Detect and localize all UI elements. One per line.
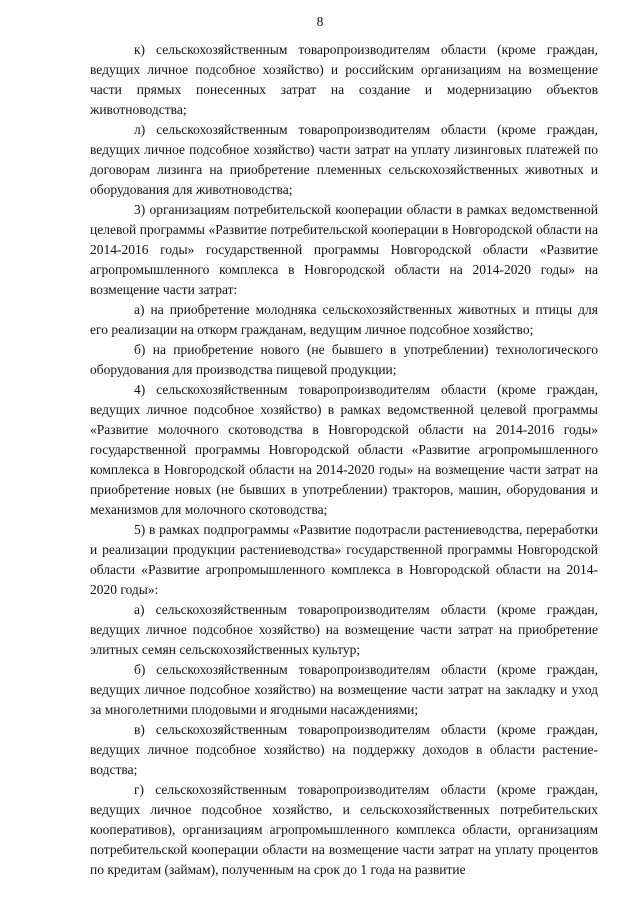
paragraph-3a: а) на приобретение молодняка сельскохозяйственных животных и птицы для его реализации на откорм гражданам, ведущим личное подсобное хозяйство; — [90, 302, 598, 337]
paragraph-5v: в) сельскохозяйственным товаропроизводителям области (кроме граждан, ведущих личное подсобное хозяйство) на поддержку доходов в области растениеводства; — [90, 722, 598, 777]
paragraph-3b: б) на приобретение нового (не бывшего в употреблении) технологического оборудования для производства пищевой продукции; — [90, 342, 598, 377]
paragraph-3: 3) организациям потребительской кооперации области в рамках ведомственной целевой программы «Развитие потребительской кооперации в Новгородской области на 2014-2016 годы» государственной программы Новгородской области «Развитие агропромышленного комплекса в Новгородской области на 2014-2020 годы» на возмещение части затрат: — [90, 202, 598, 297]
document-body — [90, 40, 598, 880]
paragraph-k: к) сельскохозяйственным товаропроизводителям области (кроме граждан, ведущих личное подсобное хозяйство) и российским организациям на возмещение части прямых понесенных затрат на создание и модернизацию объектов животноводства; — [90, 42, 598, 117]
paragraph-4: 4) сельскохозяйственным товаропроизводителям области (кроме граждан, ведущих личное подсобное хозяйство) в рамках ведомственной целевой программы «Развитие молочного скотоводства в Новгородской области на 2014-2016 годы» государственной программы Новгородской области «Развитие агропромышленного комплекса в Новгородской области на 2014-2020 годы» на возмещение части затрат на приобретение новых (не бывших в употреблении) тракторов, машин, оборудования и механизмов для молочного скотоводства; — [90, 382, 598, 517]
paragraph-5b: б) сельскохозяйственным товаропроизводителям области (кроме граждан, ведущих личное подсобное хозяйство) на возмещение части затрат на закладку и уход за многолетними плодовыми и ягодными насаждениями; — [90, 662, 598, 717]
page-number: 8 — [316, 14, 324, 29]
paragraph-l: л) сельскохозяйственным товаропроизводителям области (кроме граждан, ведущих личное подсобное хозяйство) части затрат на уплату лизинговых платежей по договорам лизинга на приобретение племенных сельскохозяйственных животных и оборудования для животноводства; — [90, 122, 598, 197]
paragraph-5a: а) сельскохозяйственным товаропроизводителям области (кроме граждан, ведущих личное подсобное хозяйство) на возмещение части затрат на приобретение элитных семян сельскохозяйственных культур; — [90, 602, 598, 657]
paragraph-5: 5) в рамках подпрограммы «Развитие подотрасли растениеводства, переработки и реализации продукции растениеводства» государственной программы Новгородской области «Развитие агропромышленного комплекса в Новгородской области на 2014-2020 годы»: — [90, 522, 598, 597]
paragraph-5g: г) сельскохозяйственным товаропроизводителям области (кроме граждан, ведущих личное подсобное хозяйство, и сельскохозяйственных потребительских кооперативов), организациям агропромышленного комплекса области, организациям потребительской кооперации области на возмещение части затрат на уплату процентов по кредитам (займам), полученным на срок до 1 года на развитие — [90, 782, 598, 877]
